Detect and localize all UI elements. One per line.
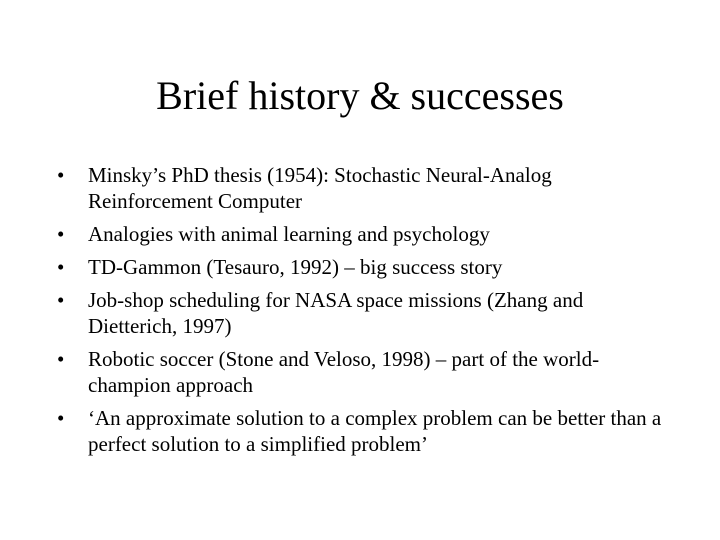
bullet-icon: • (57, 406, 65, 430)
bullet-icon: • (57, 255, 65, 279)
list-item (57, 221, 677, 247)
bullet-icon: • (57, 163, 65, 187)
list-item (57, 405, 677, 457)
list-item (57, 162, 677, 214)
bullet-icon: • (57, 347, 65, 371)
list-item (57, 254, 677, 280)
list-item (57, 287, 677, 339)
bullet-text: ‘An approximate solution to a complex problem can be better than a perfect solution to a simplified problem’ (88, 406, 662, 456)
bullet-text: Robotic soccer (Stone and Veloso, 1998) – part of the world-champion approach (88, 347, 600, 397)
bullet-text: Minsky’s PhD thesis (1954): Stochastic Neural-Analog Reinforcement Computer (88, 163, 552, 213)
bullet-icon: • (57, 222, 65, 246)
bullet-text: Job-shop scheduling for NASA space missions (Zhang and Dietterich, 1997) (88, 288, 584, 338)
bullet-icon: • (57, 288, 65, 312)
bullet-text: TD-Gammon (Tesauro, 1992) – big success story (88, 255, 503, 279)
list-item (57, 346, 677, 398)
bullet-text: Analogies with animal learning and psychology (88, 222, 490, 246)
slide-title: Brief history & successes (156, 73, 564, 118)
bullet-list (57, 162, 677, 464)
